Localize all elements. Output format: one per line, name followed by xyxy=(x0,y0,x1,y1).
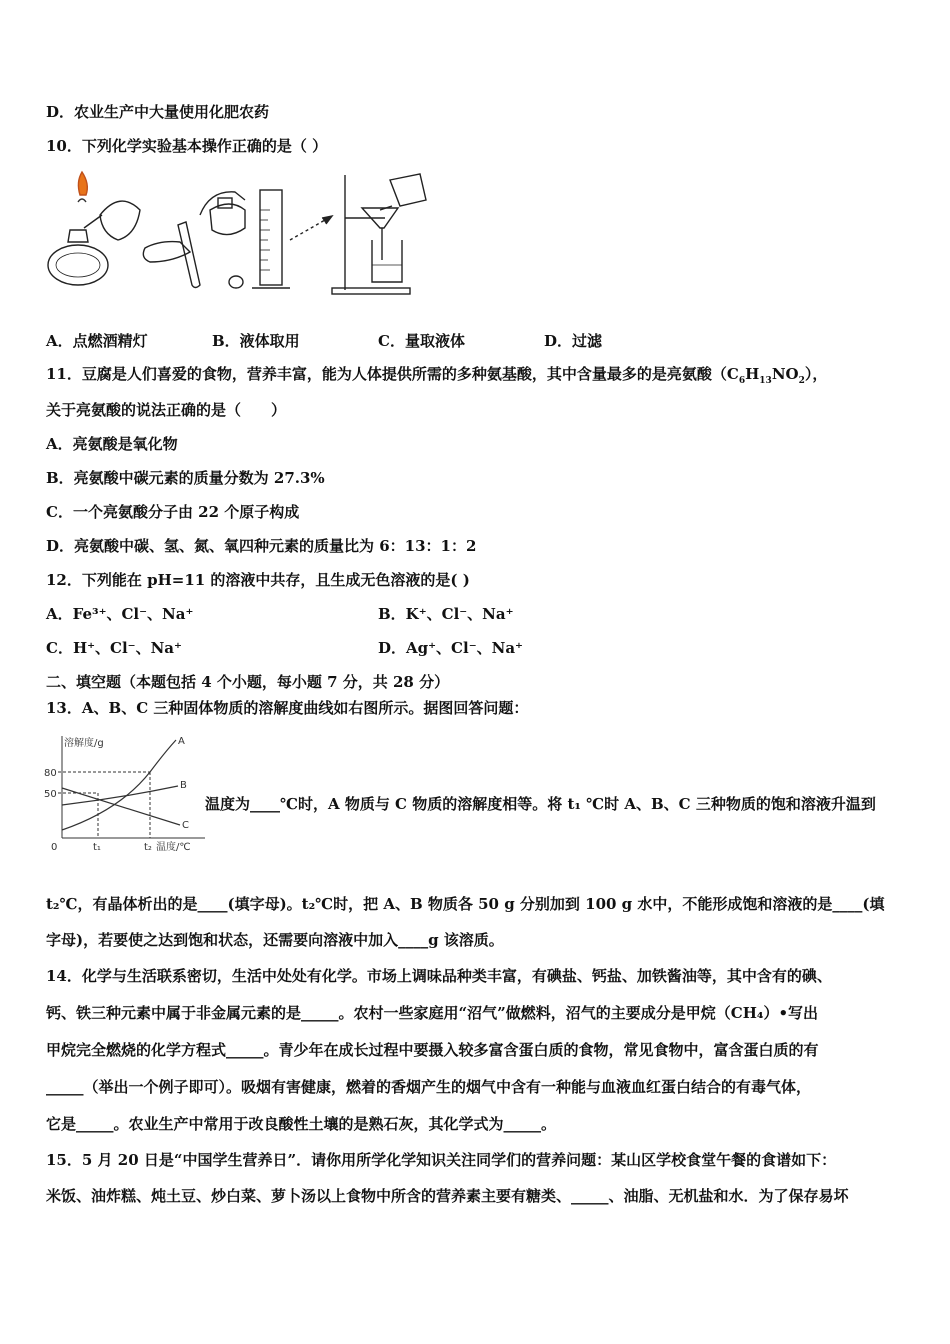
q13-line3: 字母)，若要使之达到饱和状态，还需要向溶液中加入____g 该溶质。 xyxy=(46,931,504,949)
q11-option-b: B．亮氨酸中碳元素的质量分数为 27.3% xyxy=(46,469,325,487)
q13-stem: 13．A、B、C 三种固体物质的溶解度曲线如右图所示。据图回答问题： xyxy=(46,699,529,717)
q12-option-a: A．Fe³⁺、Cl⁻、Na⁺ xyxy=(46,605,194,623)
graph-label-c: C xyxy=(182,820,189,831)
graph-t2: t₂ xyxy=(144,842,152,853)
q13-line1: 温度为____℃时，A 物质与 C 物质的溶解度相等。将 t₁ ℃时 A、B、C 三种物质的饱和溶液升温到 xyxy=(205,795,876,813)
q9-option-d: D．农业生产中大量使用化肥农药 xyxy=(46,103,270,121)
filtration-illustration xyxy=(332,174,426,294)
graph-xlabel: 温度/℃ xyxy=(156,842,191,853)
q11-option-d: D．亮氨酸中碳、氢、氮、氧四种元素的质量比为 6：13：1：2 xyxy=(46,537,477,555)
section2-title: 二、填空题（本题包括 4 个小题，每小题 7 分，共 28 分） xyxy=(46,673,450,691)
graph-y80: 80 xyxy=(44,768,57,779)
graph-t1: t₁ xyxy=(93,842,101,853)
graph-label-a: A xyxy=(178,736,185,747)
q10-option-b: B．液体取用 xyxy=(212,332,300,350)
curve-a xyxy=(62,740,176,830)
q12-option-c: C．H⁺、Cl⁻、Na⁺ xyxy=(46,639,182,657)
q14-line5: 它是_____。农业生产中常用于改良酸性土壤的是熟石灰，其化学式为_____。 xyxy=(46,1115,557,1133)
q11-option-a: A．亮氨酸是氧化物 xyxy=(46,435,178,453)
q10-stem: 10．下列化学实验基本操作正确的是（ ） xyxy=(46,137,328,155)
liquid-pouring-illustration xyxy=(143,192,245,288)
q11-stem-line1: 11．豆腐是人们喜爱的食物，营养丰富，能为人体提供所需的多种氨基酸，其中含量最多的是亮氨酸$(C_6H_{13}NO_2)$， xyxy=(46,365,828,386)
q12-option-b: B．K⁺、Cl⁻、Na⁺ xyxy=(378,605,514,623)
q15-line2: 米饭、油炸糕、炖土豆、炒白菜、萝卜汤以上食物中所含的营养素主要有糖类、_____、油脂、无机盐和水．为了保存易坏 xyxy=(46,1187,849,1205)
graph-ylabel: 溶解度/g xyxy=(64,738,104,749)
q10-illustrations xyxy=(40,170,460,300)
q14-line1: 14．化学与生活联系密切，生活中处处有化学。市场上调味品种类丰富，有碘盐、钙盐、加铁酱油等，其中含有的碘、 xyxy=(46,967,832,985)
q12-option-d: D．Ag⁺、Cl⁻、Na⁺ xyxy=(378,639,523,657)
q13-line2: t₂℃，有晶体析出的是____(填字母)。t₂℃时，把 A、B 物质各 50 g 分别加到 100 g 水中，不能形成饱和溶液的是____(填 xyxy=(46,895,885,913)
q14-line4: _____（举出一个例子即可）。吸烟有害健康，燃着的香烟产生的烟气中含有一种能与血液血红蛋白结合的有毒气体， xyxy=(46,1078,812,1096)
curve-c xyxy=(62,788,180,825)
q15-line1: 15．5 月 20 日是“中国学生营养日”．请你用所学化学知识关注同学们的营养问题：某山区学校食堂午餐的食谱如下： xyxy=(46,1151,837,1169)
curve-b xyxy=(62,786,178,805)
solubility-graph xyxy=(40,730,210,855)
q14-line3: 甲烷完全燃烧的化学方程式_____。青少年在成长过程中要摄入较多富含蛋白质的食物，常见食物中，富含蛋白质的有 xyxy=(46,1041,819,1059)
q11-stem-line2: 关于亮氨酸的说法正确的是（ ） xyxy=(46,401,287,419)
graduated-cylinder-illustration xyxy=(252,190,332,288)
q10-option-a: A．点燃酒精灯 xyxy=(46,332,148,350)
graph-label-b: B xyxy=(180,780,187,791)
alcohol-lamp-illustration xyxy=(48,172,140,285)
q10-option-d: D．过滤 xyxy=(544,332,603,350)
q11-option-c: C．一个亮氨酸分子由 22 个原子构成 xyxy=(46,503,300,521)
graph-origin: 0 xyxy=(51,842,58,853)
graph-y50: 50 xyxy=(44,789,57,800)
q10-option-c: C．量取液体 xyxy=(378,332,465,350)
q12-stem: 12．下列能在 pH=11 的溶液中共存，且生成无色溶液的是( ) xyxy=(46,571,470,589)
q14-line2: 钙、铁三种元素中属于非金属元素的是_____。农村一些家庭用“沼气”做燃料，沼气的主要成分是甲烷（CH₄）•写出 xyxy=(46,1004,819,1022)
